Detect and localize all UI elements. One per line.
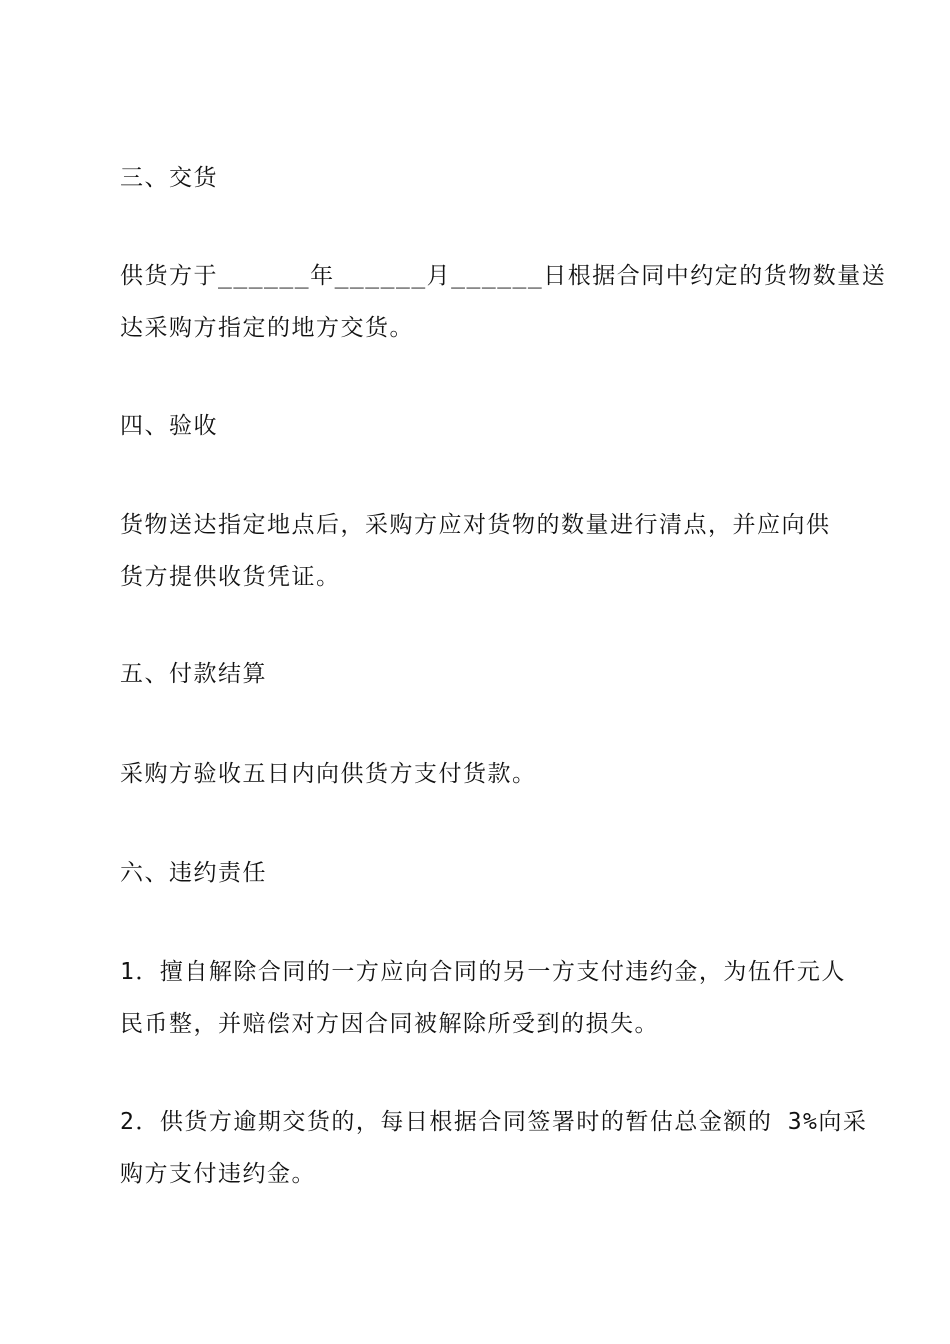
section-heading-inspection: 四、验收 bbox=[120, 413, 218, 439]
liability-item-2 bbox=[120, 1096, 868, 1200]
paragraph-line: 1．擅自解除合同的一方应向合同的另一方支付违约金，为伍仟元人 bbox=[120, 959, 846, 985]
paragraph-line: 货物送达指定地点后，采购方应对货物的数量进行清点，并应向供 bbox=[120, 512, 831, 538]
paragraph-line: 供货方于______年______月______日根据合同中约定的货物数量送 bbox=[120, 263, 887, 289]
paragraph-line: 货方提供收货凭证。 bbox=[120, 564, 341, 590]
paragraph-line: 购方支付违约金。 bbox=[120, 1161, 316, 1187]
paragraph-line: 采购方验收五日内向供货方支付货款。 bbox=[120, 761, 537, 787]
paragraph-line: 达采购方指定的地方交货。 bbox=[120, 315, 414, 341]
section-heading-delivery: 三、交货 bbox=[120, 165, 218, 191]
section-heading-payment: 五、付款结算 bbox=[120, 661, 267, 687]
section-heading-liability: 六、违约责任 bbox=[120, 860, 267, 886]
paragraph-line: 2．供货方逾期交货的，每日根据合同签署时的暂估总金额的 3%向采 bbox=[120, 1109, 868, 1135]
paragraph-inspection bbox=[120, 499, 832, 603]
paragraph-line: 民币整，并赔偿对方因合同被解除所受到的损失。 bbox=[120, 1011, 659, 1037]
paragraph-delivery bbox=[120, 250, 887, 354]
liability-item-1 bbox=[120, 946, 846, 1050]
paragraph-payment bbox=[120, 748, 832, 800]
